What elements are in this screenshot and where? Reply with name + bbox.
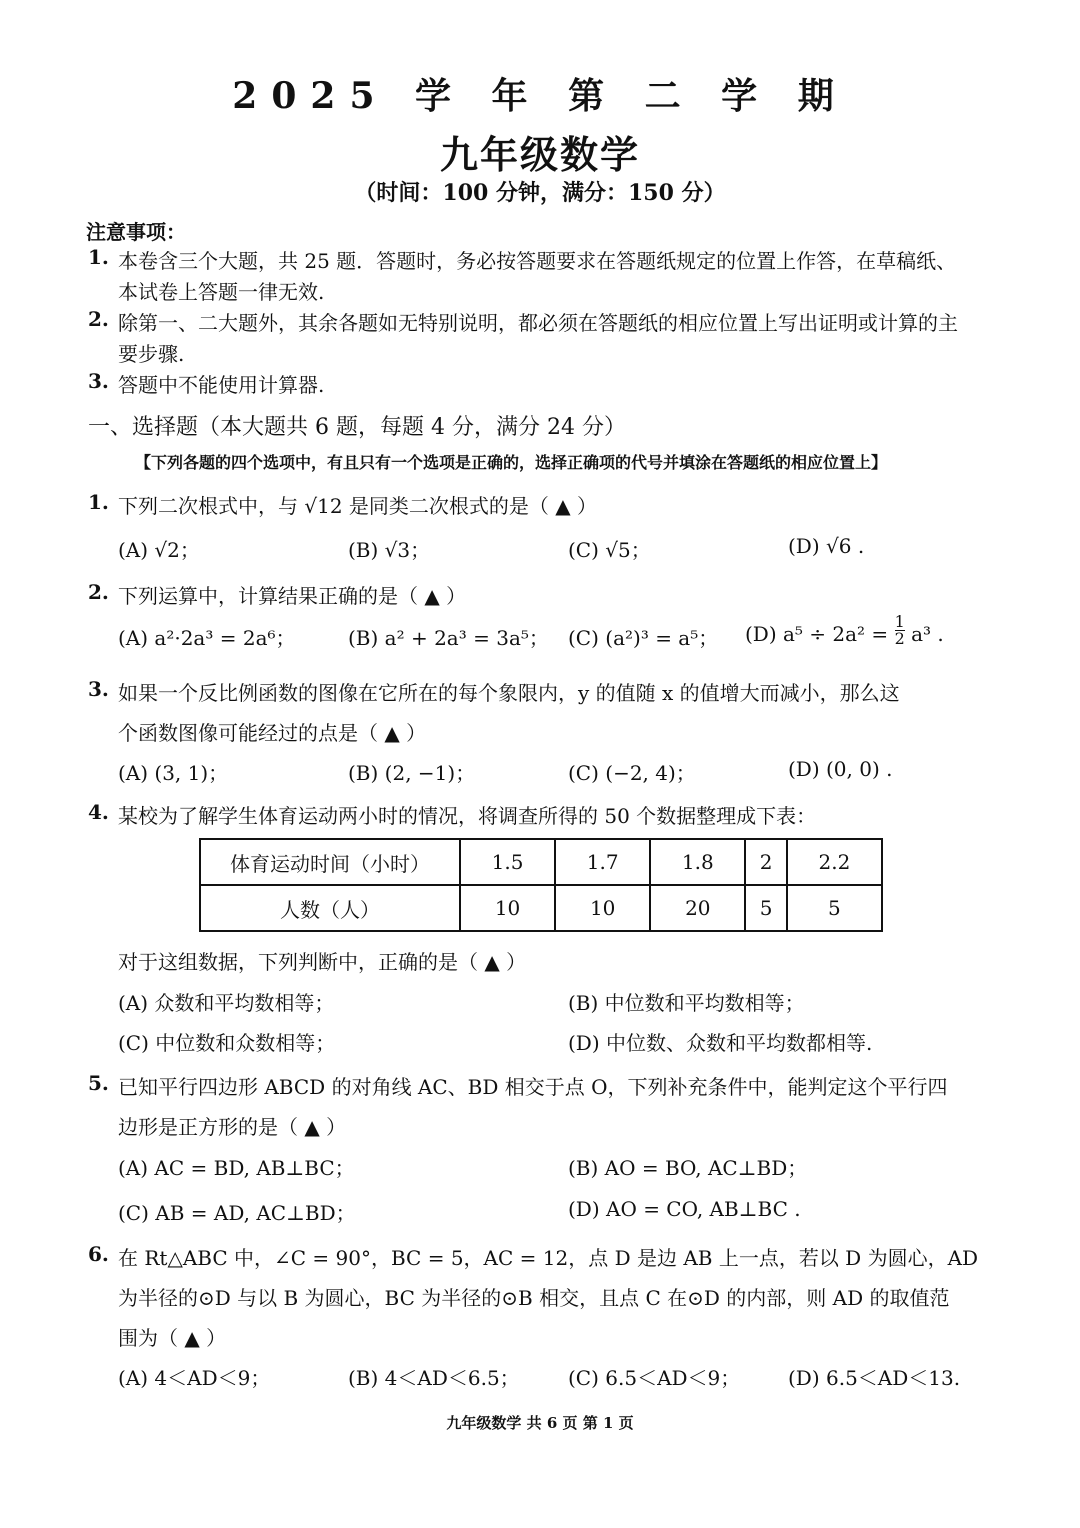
option-b: (B) (2, −1)； bbox=[348, 761, 476, 785]
question-stem: 某校为了解学生体育运动两小时的情况，将调查所得的 50 个数据整理成下表： bbox=[118, 804, 817, 828]
question-stem: 对于这组数据，下列判断中，正确的是（ ▲ ） bbox=[118, 950, 527, 974]
question-number: 6. bbox=[88, 1242, 109, 1266]
option-b: (B) 4＜AD＜6.5； bbox=[348, 1366, 520, 1390]
table-cell: 1.5 bbox=[460, 839, 555, 885]
option-d-head: (D) a⁵ ÷ 2a² = bbox=[745, 622, 889, 646]
question-stem: 围为（ ▲ ） bbox=[118, 1326, 227, 1350]
data-table bbox=[199, 838, 883, 932]
notice-title: 注意事项： bbox=[86, 220, 186, 244]
option-b: (B) √3； bbox=[348, 538, 431, 562]
option-a: (A) 4＜AD＜9； bbox=[118, 1366, 271, 1390]
option-a: (A) AC = BD, AB⊥BC； bbox=[118, 1156, 355, 1180]
notice-item-text: 要步骤. bbox=[118, 342, 185, 366]
table-cell: 5 bbox=[745, 885, 786, 931]
question-stem: 下列二次根式中，与 √12 是同类二次根式的是（ ▲ ） bbox=[118, 494, 598, 518]
notice-item-number: 1. bbox=[88, 245, 109, 269]
term-title: 2025 学 年 第 二 学 期 bbox=[232, 75, 848, 117]
section-hint: 【下列各题的四个选项中，有且只有一个选项是正确的，选择正确项的代号并填涂在答题纸的相应位置上】 bbox=[135, 453, 888, 472]
table-cell: 1.7 bbox=[555, 839, 650, 885]
question-stem: 在 Rt△ABC 中，∠C = 90°，BC = 5，AC = 12，点 D 是边 AB 上一点，若以 D 为圆心，AD bbox=[118, 1246, 979, 1270]
notice-item-text: 本试卷上答题一律无效. bbox=[118, 280, 325, 304]
option-d-tail: a³ . bbox=[911, 622, 944, 646]
table-cell: 2 bbox=[745, 839, 786, 885]
table-cell: 20 bbox=[650, 885, 745, 931]
option-d: (D) 中位数、众数和平均数都相等. bbox=[568, 1031, 873, 1055]
subject-title: 九年级数学 bbox=[439, 132, 640, 177]
page-footer: 九年级数学 共 6 页 第 1 页 bbox=[446, 1414, 634, 1432]
question-number: 5. bbox=[88, 1071, 109, 1095]
question-stem: 如果一个反比例函数的图像在它所在的每个象限内，y 的值随 x 的值增大而减小，那么这 bbox=[118, 681, 900, 705]
question-stem: 边形是正方形的是（ ▲ ） bbox=[118, 1115, 347, 1139]
question-number: 4. bbox=[88, 800, 109, 824]
table-cell: 体育运动时间（小时） bbox=[200, 839, 460, 885]
question-stem: 下列运算中，计算结果正确的是（ ▲ ） bbox=[118, 584, 467, 608]
option-d bbox=[745, 612, 944, 648]
option-d: (D) √6 . bbox=[788, 534, 865, 558]
question-stem: 个函数图像可能经过的点是（ ▲ ） bbox=[118, 721, 427, 745]
table-cell: 10 bbox=[555, 885, 650, 931]
option-a: (A) a²·2a³ = 2a⁶； bbox=[118, 626, 296, 650]
question-stem: 为半径的⊙D 与以 B 为圆心，BC 为半径的⊙B 相交，且点 C 在⊙D 的内部，则 AD 的取值范 bbox=[118, 1286, 950, 1310]
question-number: 3. bbox=[88, 677, 109, 701]
option-c: (C) 中位数和众数相等； bbox=[118, 1031, 336, 1055]
fraction-denominator: 2 bbox=[894, 629, 905, 648]
option-c: (C) √5； bbox=[568, 538, 651, 562]
question-number: 2. bbox=[88, 580, 109, 604]
option-b: (B) 中位数和平均数相等； bbox=[568, 991, 805, 1015]
table-cell: 1.8 bbox=[650, 839, 745, 885]
notice-item-number: 2. bbox=[88, 307, 109, 331]
option-c: (C) (a²)³ = a⁵； bbox=[568, 626, 719, 650]
notice-item-text: 本卷含三个大题，共 25 题．答题时，务必按答题要求在答题纸规定的位置上作答，在草稿纸、 bbox=[118, 249, 957, 273]
option-b: (B) AO = BO, AC⊥BD； bbox=[568, 1156, 808, 1180]
question-number: 1. bbox=[88, 490, 109, 514]
fraction-numerator: 1 bbox=[894, 612, 905, 631]
table-cell: 5 bbox=[787, 885, 882, 931]
option-d: (D) 6.5＜AD＜13. bbox=[788, 1366, 961, 1390]
question-stem: 已知平行四边形 ABCD 的对角线 AC、BD 相交于点 O，下列补充条件中，能判定这个平行四 bbox=[118, 1075, 948, 1099]
option-d: (D) AO = CO, AB⊥BC . bbox=[568, 1197, 801, 1221]
time-score-info: （时间：100 分钟，满分：150 分） bbox=[354, 180, 726, 206]
table-cell: 2.2 bbox=[787, 839, 882, 885]
notice-item-number: 3. bbox=[88, 369, 109, 393]
option-c: (C) 6.5＜AD＜9； bbox=[568, 1366, 741, 1390]
option-d: (D) (0, 0) . bbox=[788, 757, 893, 781]
notice-item-text: 答题中不能使用计算器. bbox=[118, 373, 325, 397]
option-c: (C) AB = AD, AC⊥BD； bbox=[118, 1201, 356, 1225]
option-b: (B) a² + 2a³ = 3a⁵； bbox=[348, 626, 549, 650]
table-cell: 10 bbox=[460, 885, 555, 931]
section-title: 一、选择题（本大题共 6 题，每题 4 分，满分 24 分） bbox=[88, 415, 626, 440]
option-c: (C) (−2, 4)； bbox=[568, 761, 696, 785]
table-row bbox=[200, 885, 882, 931]
fraction bbox=[895, 614, 905, 647]
option-a: (A) (3, 1)； bbox=[118, 761, 229, 785]
option-a: (A) √2； bbox=[118, 538, 200, 562]
table-row bbox=[200, 839, 882, 885]
table-cell: 人数（人） bbox=[200, 885, 460, 931]
option-a: (A) 众数和平均数相等； bbox=[118, 991, 335, 1015]
notice-item-text: 除第一、二大题外，其余各题如无特别说明，都必须在答题纸的相应位置上写出证明或计算的主 bbox=[118, 311, 958, 335]
